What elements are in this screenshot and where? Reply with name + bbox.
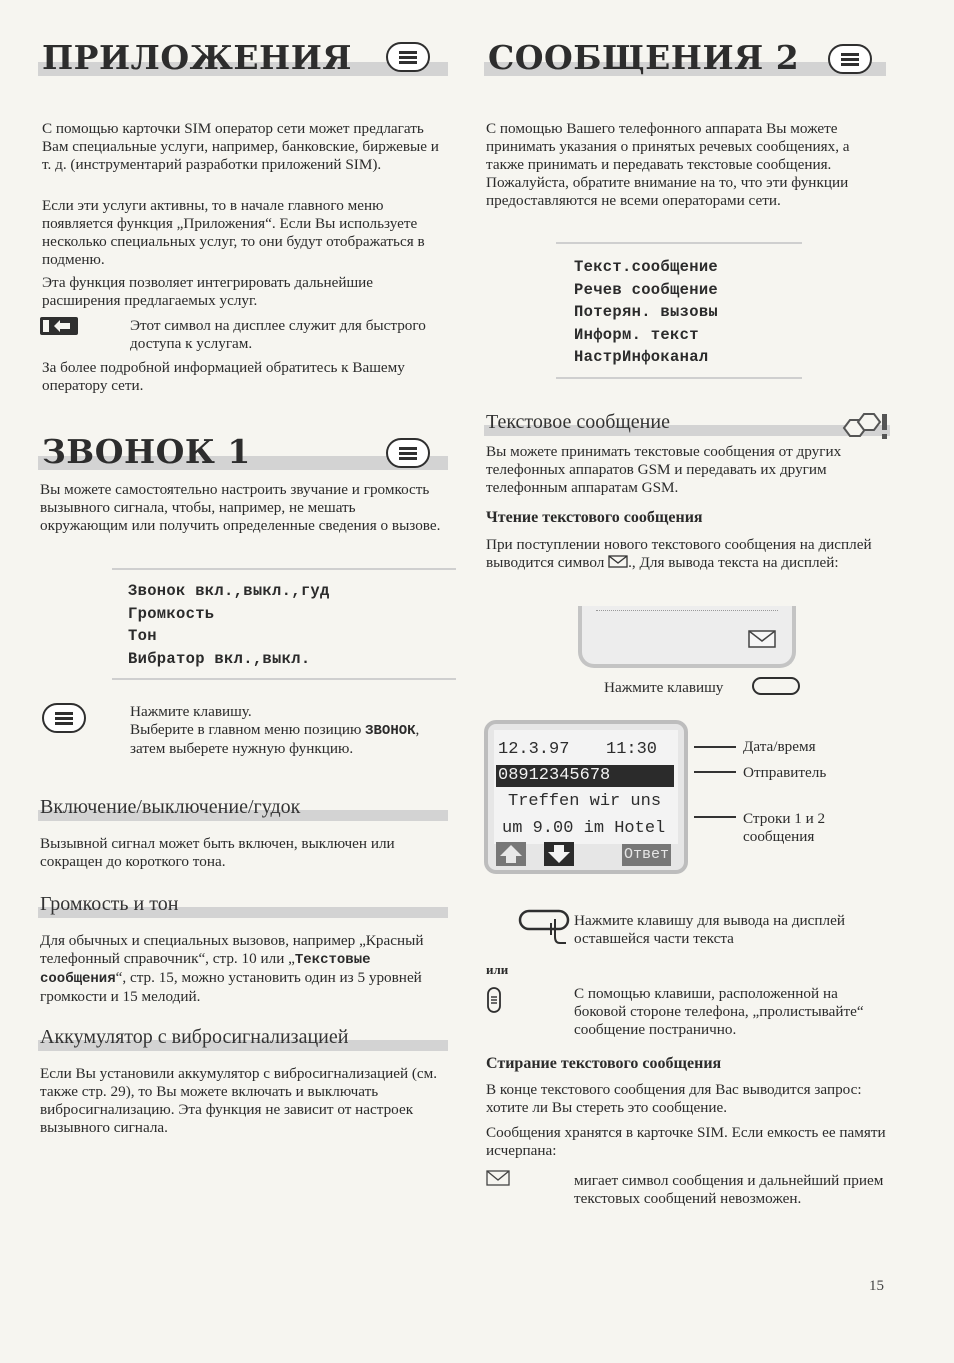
- apps-title: ПРИЛОЖЕНИЯ: [42, 38, 352, 77]
- scroll-down-icon: [544, 842, 574, 866]
- messages-menu-item: Информ. текст: [574, 325, 699, 344]
- ring-menu-item: Громкость: [128, 604, 215, 623]
- envelope-icon: [748, 630, 776, 653]
- menu-key-icon: [828, 44, 872, 74]
- apps-paragraph-2: Если эти услуги активны, то в начале главного меню появляется функция „Приложения“. Если Вы используете несколько специальных услуг, то они будут отображаться в подменю.: [42, 197, 425, 268]
- messages-paragraph: С помощью Вашего телефонного аппарата Вы можете принимать указания о принятых речевых сообщениях, а также принимать и передавать текстовые сообщения. Пожалуйста, обратите внимание на то, что эти функции предоставляются не всеми операторами сети.: [486, 120, 850, 209]
- text-message-heading: [484, 413, 890, 437]
- scroll-up-icon: [496, 842, 526, 866]
- callout-sender: Отправитель: [743, 764, 827, 781]
- or-label: или: [486, 962, 509, 977]
- text-message-paragraph: Вы можете принимать текстовые сообщения от других телефонных аппаратов GSM и передавать их другим телефонным аппаратам GSM.: [486, 443, 842, 496]
- display-new-message: [578, 606, 796, 668]
- ring-key-word: ЗВОНОК: [365, 723, 416, 739]
- display-line-2: um 9.00 im Hotel: [502, 819, 666, 838]
- apps-paragraph-3: Эта функция позволяет интегрировать дальнейшие расширения предлагаемых услуг.: [42, 274, 374, 309]
- ring-menu-item: Тон: [128, 627, 157, 645]
- read-message-paragraph: При поступлении нового текстового сообщения на дисплей выводится символ ., Для вывода текста на дисплей:: [486, 536, 872, 571]
- menu-key-icon: [386, 42, 430, 72]
- ring-paragraph: Вы можете самостоятельно настроить звучание и громкость вызывного сигнала, чтобы, например, не мешать окружающим или получить определенные сведения о вызове.: [40, 481, 441, 534]
- messages-heading: [484, 38, 886, 77]
- apps-paragraph-1: С помощью карточки SIM оператор сети может предлагать Вам специальные услуги, например, банковские, биржевые и т. д. (инструментарий разработки приложений SIM).: [42, 120, 439, 173]
- envelope-icon: [486, 1170, 510, 1191]
- apps-paragraph-4: За более подробной информацией обратитесь к Вашему оператору сети.: [42, 359, 405, 394]
- page-number: 15: [869, 1278, 884, 1294]
- ring-title: ЗВОНОК 1: [42, 432, 251, 471]
- delete-paragraph-2: Сообщения хранятся в карточке SIM. Если емкость ее памяти исчерпана:: [486, 1124, 886, 1159]
- delete-blink-text: мигает символ сообщения и дальнейший прием текстовых сообщений невозможен.: [574, 1172, 884, 1207]
- display-time: 11:30: [606, 740, 658, 759]
- right-soft-key-icon: [752, 677, 800, 695]
- onoff-title: Включение/выключение/гудок: [40, 796, 301, 818]
- battery-title: Аккумулятор с вибросигнализацией: [40, 1026, 349, 1048]
- callout-date-time: Дата/время: [743, 738, 816, 755]
- envelope-icon: [608, 554, 628, 571]
- display-line-1: Treffen wir uns: [508, 792, 662, 811]
- volume-title: Громкость и тон: [40, 893, 179, 915]
- display-date: 12.3.97: [498, 740, 570, 759]
- soft-key-press-icon: [518, 909, 570, 945]
- ring-select-text: Выберите в главном меню позицию ЗВОНОК, затем выберете нужную функцию.: [130, 721, 420, 757]
- menu-key-icon: [42, 703, 86, 733]
- menu-key-icon: [386, 438, 430, 468]
- volume-heading: [38, 895, 448, 919]
- battery-paragraph: Если Вы установили аккумулятор с вибросигнализацией (см. также стр. 29), то Вы можете включать и выключать вибросигнализацию. Эта функция не зависит от настроек вызывного сигнала.: [40, 1065, 438, 1136]
- ring-menu-item: Вибратор вкл.,выкл.: [128, 649, 311, 668]
- network-service-icon: [840, 410, 892, 444]
- onoff-heading: [38, 798, 448, 822]
- delete-message-title: Стирание текстового сообщения: [486, 1055, 722, 1072]
- callout-lines: Строки 1 и 2 сообщения: [743, 810, 826, 845]
- onoff-paragraph: Вызывной сигнал может быть включен, выключен или сокращен до короткого тона.: [40, 835, 395, 870]
- ring-press-text: Нажмите клавишу.: [130, 703, 252, 720]
- reply-softkey: Ответ: [622, 844, 671, 866]
- side-key-text: С помощью клавиши, расположенной на боковой стороне телефона, „пролистывайте“ сообщение постранично.: [574, 985, 864, 1038]
- messages-title: СООБЩЕНИЯ 2: [488, 38, 800, 77]
- delete-paragraph-1: В конце текстового сообщения для Вас выводится запрос: хотите ли Вы стереть это сообщение.: [486, 1081, 862, 1116]
- ring-menu-list: [112, 568, 456, 680]
- phone-display: [484, 720, 688, 874]
- text-message-title: Текстовое сообщение: [486, 411, 670, 433]
- messages-menu-item: Потерян. вызовы: [574, 303, 719, 321]
- apps-symbol-text: Этот символ на дисплее служит для быстрого доступа к услугам.: [130, 317, 426, 352]
- press-rest-text: Нажмите клавишу для вывода на дисплей оставшейся части текста: [574, 912, 845, 947]
- read-message-title: Чтение текстового сообщения: [486, 509, 703, 526]
- display-sender: 08912345678: [496, 765, 674, 787]
- messages-menu-list: [556, 242, 802, 379]
- messages-menu-item: НастрИнфоканал: [574, 348, 709, 366]
- messages-menu-item: Текст.сообщение: [574, 258, 719, 276]
- ring-menu-item: Звонок вкл.,выкл.,гуд: [128, 582, 330, 600]
- battery-heading: [38, 1028, 448, 1052]
- side-key-icon: [486, 986, 502, 1014]
- applications-shortcut-icon: [40, 316, 78, 336]
- messages-menu-item: Речев сообщение: [574, 280, 719, 299]
- volume-paragraph: Для обычных и специальных вызовов, например „Красный телефонный справочник“, стр. 10 или „Текстовые сообщения“, стр. 15, можно установить один из 5 уровней громкости и 15 мелодий.: [40, 932, 424, 1005]
- press-key-text: Нажмите клавишу: [604, 679, 724, 696]
